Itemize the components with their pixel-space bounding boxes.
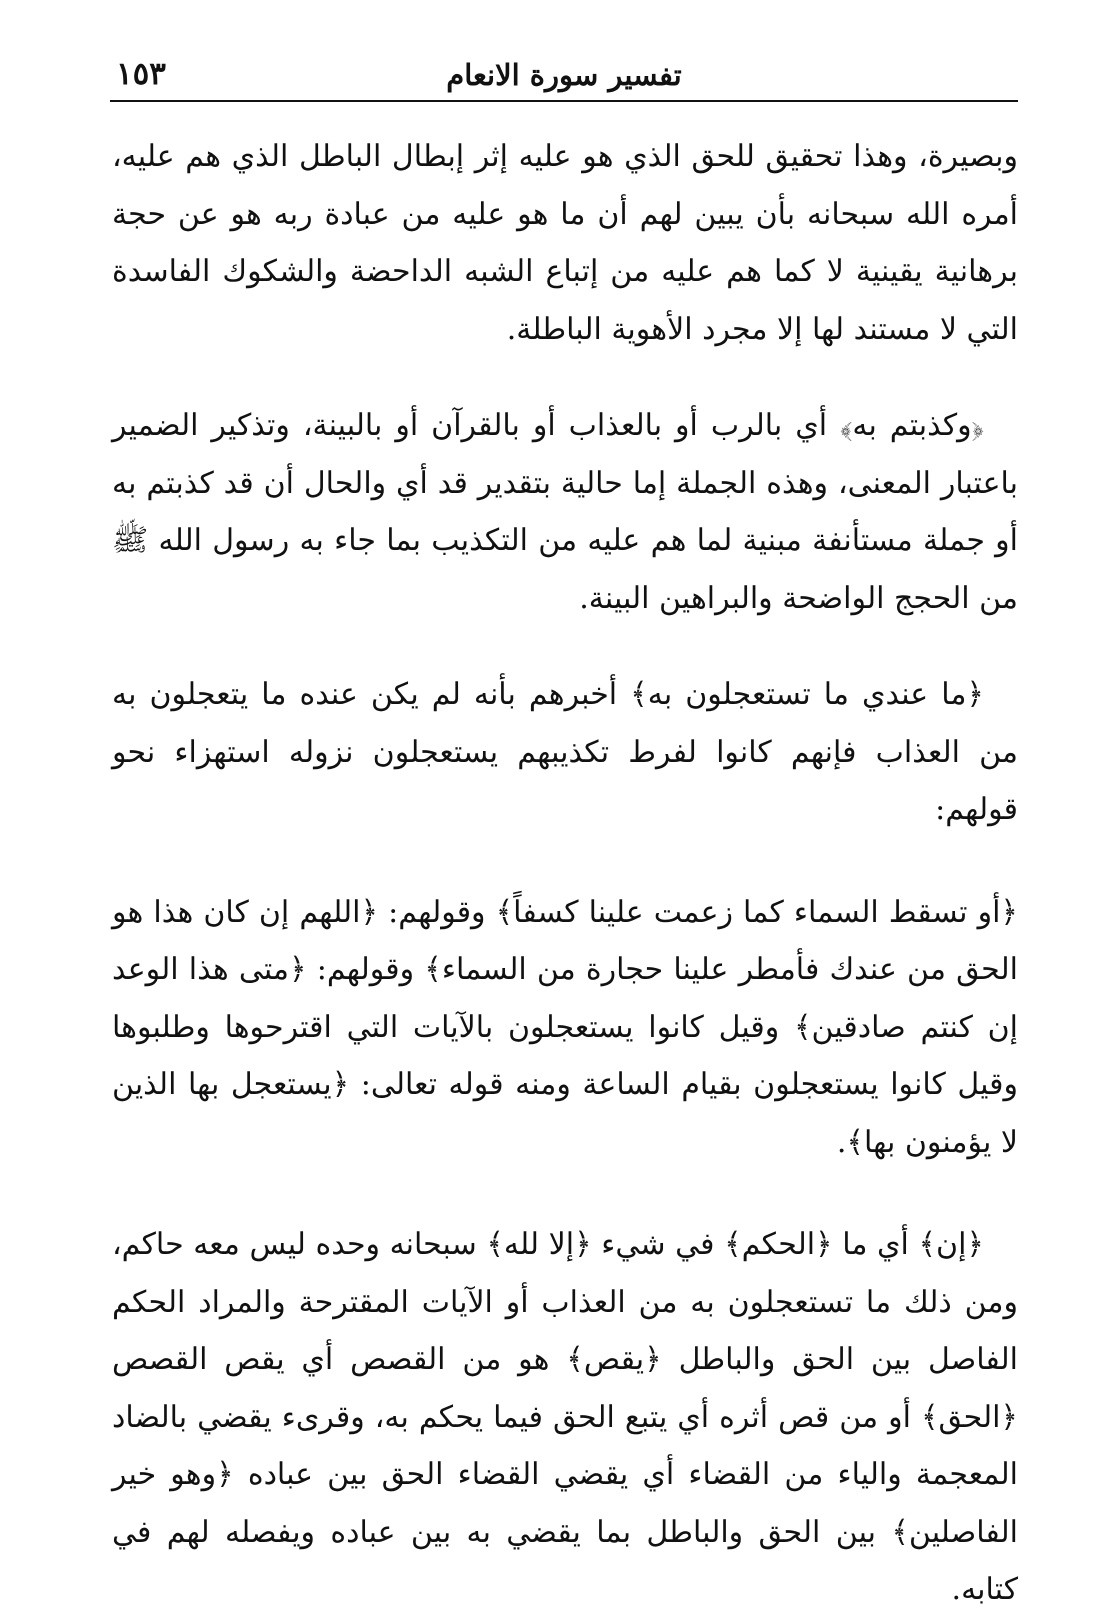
paragraph-3: ﴿ما عندي ما تستعجلون به﴾ أخبرهم بأنه لم يكن عنده ما يتعجلون به من العذاب فإنهم كانوا لفرط تكذيبهم يستعجلون نزوله استهزاء نحو قولهم: [112, 677, 1018, 827]
page-number: ١٥٣ [116, 56, 166, 92]
paragraph-1: وبصيرة، وهذا تحقيق للحق الذي هو عليه إثر إبطال الباطل الذي هم عليه، أمره الله سبحانه بأن يبين لهم أن ما هو عليه من عبادة ربه هو عن حجة برهانية يقينية لا كما هم عليه من إتباع الشبه الداحضة والشكوك الفاسدة التي لا مستند لها إلا مجرد الأهوية الباطلة. [112, 139, 1018, 347]
paragraph-5: ﴿إن﴾ أي ما ﴿الحكم﴾ في شيء ﴿إلا لله﴾ سبحانه وحده ليس معه حاكم، ومن ذلك ما تستعجلون به من العذاب أو الآيات المقترحة والمراد الحكم الفاصل بين الحق والباطل ﴿يقص﴾ هو من القصص أي يقص القصص ﴿الحق﴾ أو من قص أثره أي يتبع الحق فيما يحكم به، وقرىء يقضي بالضاد المعجمة والياء من القضاء أي يقضي القضاء الحق بين عباده ﴿وهو خير الفاصلين﴾ بين الحق والباطل بما يقضي به بين عباده ويفصله لهم في كتابه. [112, 1227, 1018, 1607]
paragraph-4: ﴿أو تسقط السماء كما زعمت علينا كسفاً﴾ وقولهم: ﴿اللهم إن كان هذا هو الحق من عندك فأمطر علينا حجارة من السماء﴾ وقولهم: ﴿متى هذا الوعد إن كنتم صادقين﴾ وقيل كانوا يستعجلون بالآيات التي اقترحوها وطلبوها وقيل كانوا يستعجلون بقيام الساعة ومنه قوله تعالى: ﴿يستعجل بها الذين لا يؤمنون بها﴾. [112, 894, 1018, 1160]
page-body [112, 128, 1018, 1619]
running-header [110, 52, 1018, 102]
page-title: تفسير سورة الانعام [446, 58, 682, 92]
paragraph-2: ﴿وكذبتم به﴾ أي بالرب أو بالعذاب أو بالقرآن أو بالبينة، وتذكير الضمير باعتبار المعنى، وهذه الجملة إما حالية بتقدير قد أي والحال أن قد كذبتم به أو جملة مستأنفة مبنية لما هم عليه من التكذيب بما جاء به رسول الله ﷺ من الحجج الواضحة والبراهين البينة. [112, 408, 1018, 616]
